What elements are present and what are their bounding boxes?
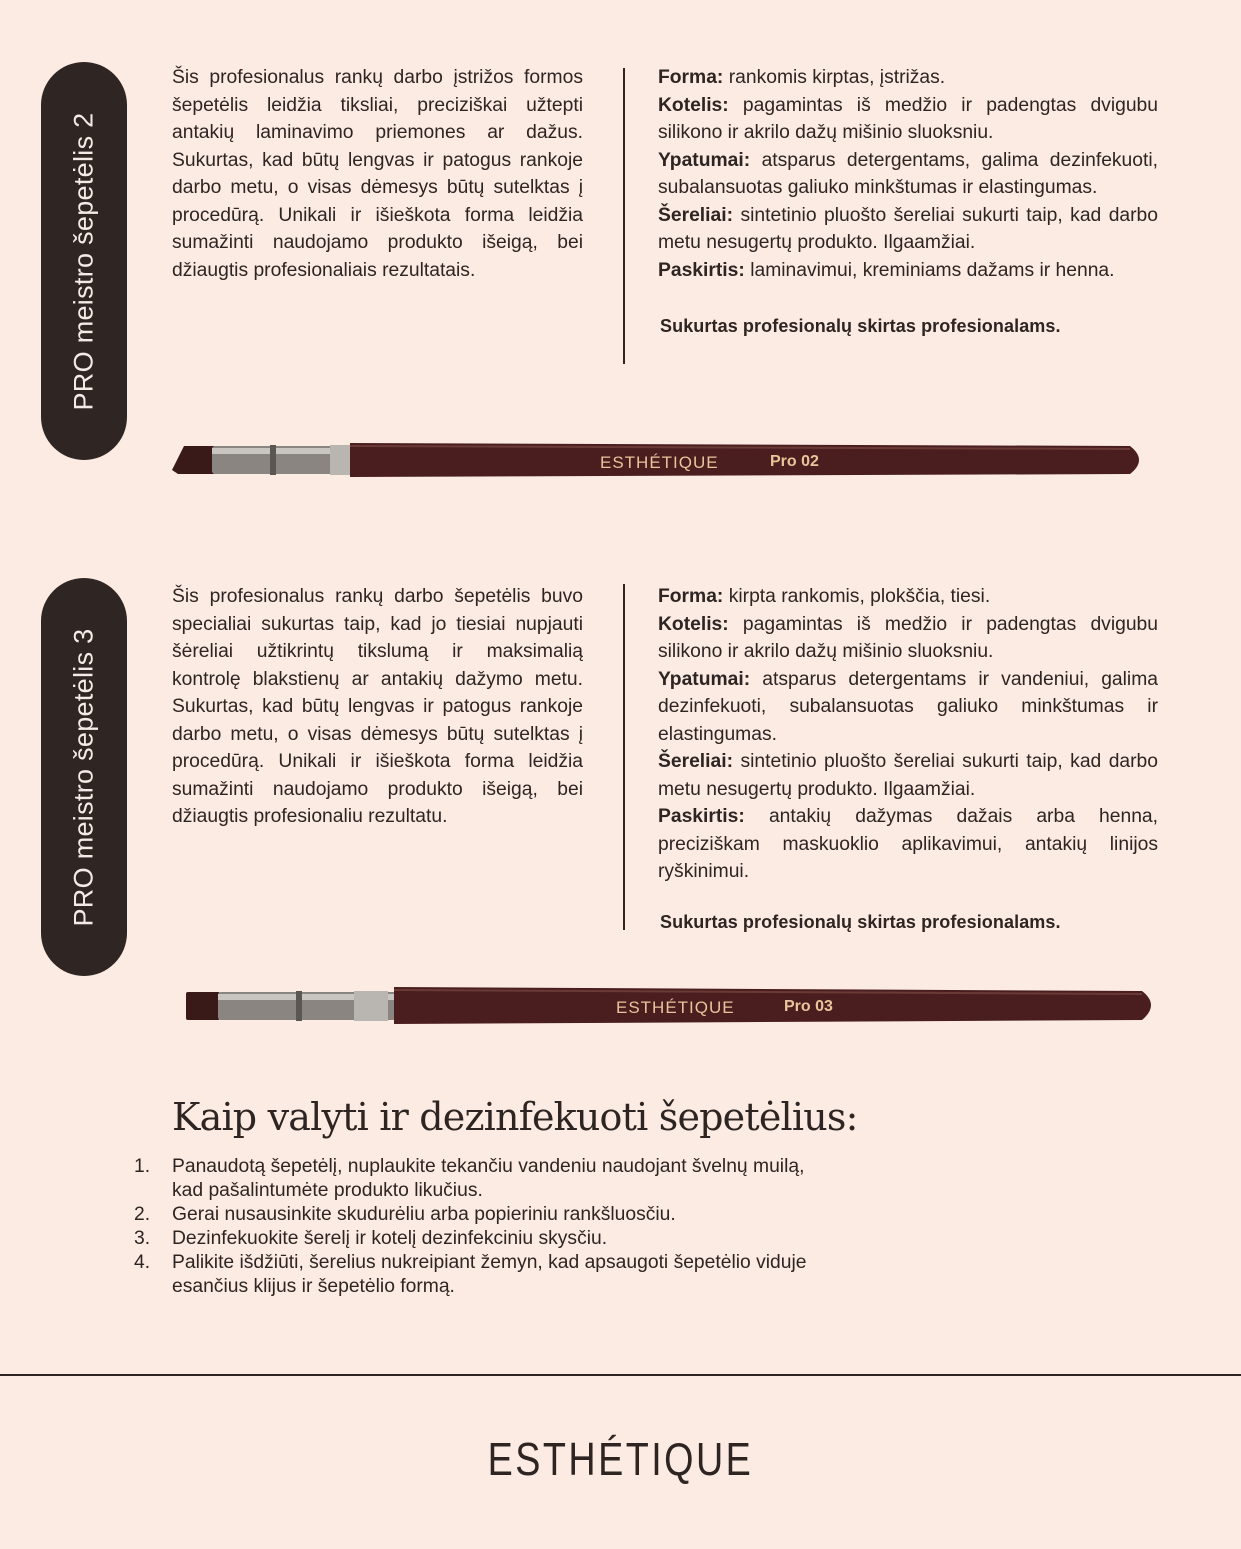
spec-paskirtis: Paskirtis: antakių dažymas dažais arba henna, preciziškam maskuoklio aplikavimui, antakių linijos ryškinimui. (658, 806, 1158, 882)
footer-logo: ESTHÉTIQUE (487, 1433, 754, 1485)
product-tab-label (41, 578, 127, 976)
brush-model-text: Pro 02 (770, 453, 819, 470)
brush-bristles (186, 992, 220, 1020)
spec-sereliai: Šereliai: sintetinio pluošto šereliai sukurti taip, kad darbo metu nesugertų produkto. Ilgaamžiai. (658, 204, 1159, 253)
brush-brand-text: ESTHÉTIQUE (616, 998, 735, 1017)
spec-kotelis: Kotelis: pagamintas iš medžio ir padengtas dvigubu silikono ir akrilo dažų mišinio sluoksniu. (658, 94, 1158, 143)
spec-sereliai: Šereliai: sintetinio pluošto šereliai sukurti taip, kad darbo metu nesugertų produkto. Ilgaamžiai. (658, 751, 1159, 800)
product-tagline: Sukurtas profesionalų skirtas profesionalams. (660, 912, 1061, 932)
product-specs (658, 583, 1158, 886)
cleaning-step: 4. Palikite išdžiūti, šerelius nukreipiant žemyn, kad apsaugoti šepetėlio viduje esančius klijus ir šepetėlio formą. (134, 1252, 807, 1297)
product-tab-text: PRO meistro šepetėlis 2 (68, 111, 99, 411)
brush-model-text: Pro 03 (784, 998, 833, 1015)
column-divider (623, 584, 625, 930)
brush-pro-03-image (184, 980, 1164, 1036)
spec-ypatumai: Ypatumai: atsparus detergentams ir vandeniui, galima dezinfekuoti, subalansuotas galiuko minkštumas ir elastingumas. (658, 668, 1158, 745)
brush-brand-text: ESTHÉTIQUE (600, 453, 719, 472)
cleaning-title: Kaip valyti ir dezinfekuoti šepetėlius: (172, 1095, 858, 1139)
product-tab-text: PRO meistro šepetėlis 3 (68, 627, 99, 927)
spec-forma: Forma: rankomis kirptas, įstrižas. (658, 67, 946, 88)
product-description: Šis profesionalus rankų darbo šepetėlis buvo specialiai sukurtas taip, kad jo tiesiai nupjauti šėreliai užtikrintų tikslumą ir maksimalią kontrolę blakstienų ar antakių dažymo metu. Sukurtas, kad būtų lengvas ir patogus rankoje darbo metu, o visas dėmesys būtų sutelktas į procedūrą. Unikali ir išieškota forma leidžia sumažinti naudojamo produkto išeigą, bei džiaugtis profesionaliu rezultatu. (172, 586, 583, 827)
product-tagline: Sukurtas profesionalų skirtas profesionalams. (660, 316, 1061, 336)
cleaning-step: 3. Dezinfekuokite šerelį ir kotelį dezinfekciniu skysčiu. (134, 1228, 608, 1249)
product-description: Šis profesionalus rankų darbo įstrižos formos šepetėlis leidžia tiksliai, preciziškai užtepti antakių laminavimo priemones ar dažus. Sukurtas, kad būtų lengvas ir patogus rankoje darbo metu, o visas dėmesys būtų sutelktas į procedūrą. Unikali ir išieškota forma leidžia sumažinti naudojamo produkto išeigą, bei džiaugtis profesionaliais rezultatais. (172, 67, 583, 281)
cleaning-step: 1. Panaudotą šepetėlį, nuplaukite tekančiu vandeniu naudojant švelnų muilą, kad pašalintumėte produkto likučius. (134, 1156, 805, 1201)
cleaning-steps-list (134, 1155, 834, 1299)
spec-forma: Forma: kirpta rankomis, plokščia, tiesi. (658, 586, 991, 607)
spec-paskirtis: Paskirtis: laminavimui, kreminiams dažams ir henna. (658, 259, 1115, 281)
spec-ypatumai: Ypatumai: atsparus detergentams, galima dezinfekuoti, subalansuotas galiuko minkštumas ir elastingumas. (658, 149, 1159, 198)
footer-divider (0, 1374, 1241, 1376)
spec-kotelis: Kotelis: pagamintas iš medžio ir padengtas dvigubu silikono ir akrilo dažų mišinio sluoksniu. (658, 613, 1158, 662)
cleaning-step: 2. Gerai nusausinkite skudurėliu arba popieriniu rankšluosčiu. (134, 1204, 676, 1225)
